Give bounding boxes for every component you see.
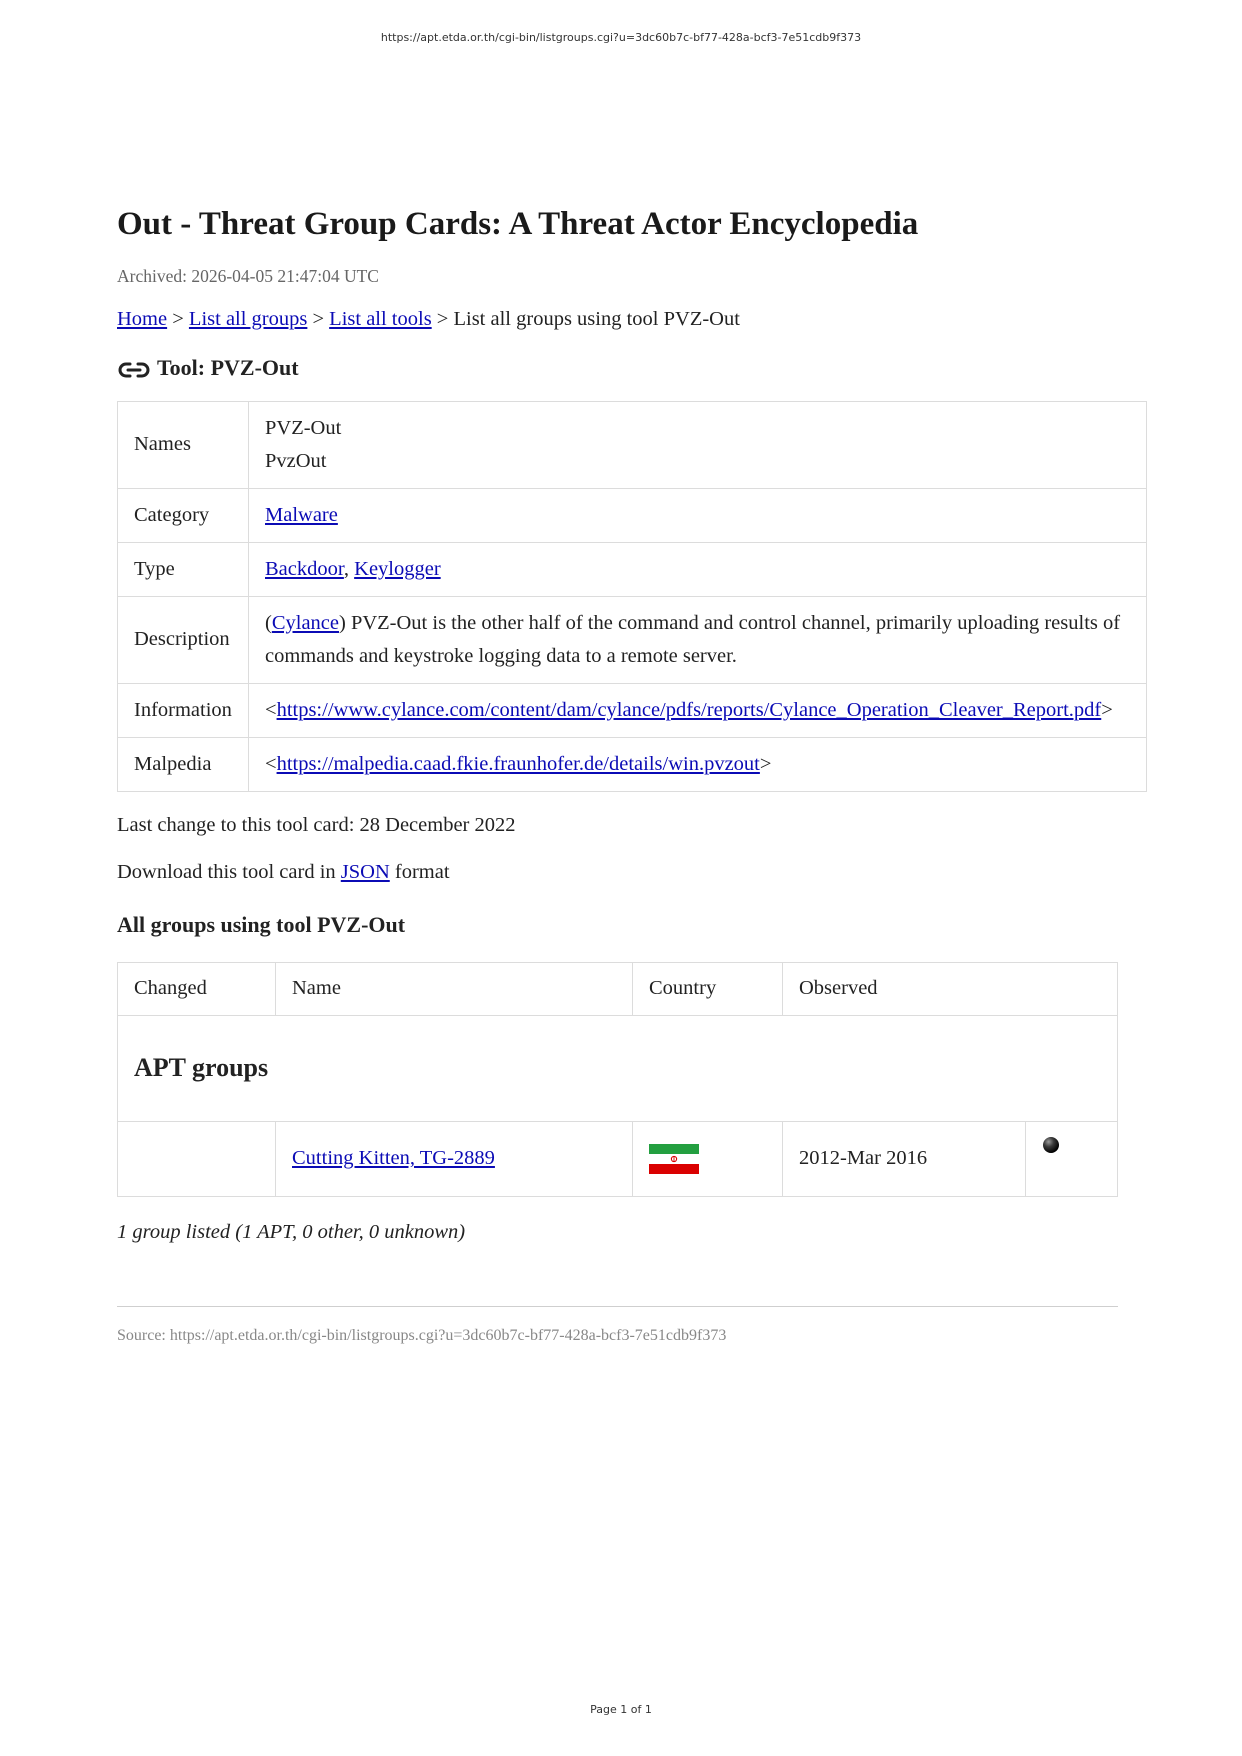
column-header-name: Name (276, 962, 633, 1015)
divider (117, 1306, 1118, 1307)
tool-card-table (117, 401, 1147, 792)
breadcrumb-list-groups-link[interactable]: List all groups (188, 307, 308, 330)
breadcrumb (117, 308, 1147, 331)
angle-open: < (265, 698, 277, 721)
cell-status (1026, 1121, 1118, 1196)
description-text: ) PVZ-Out is the other half of the command and control channel, primarily uploading results of commands and keystroke logging data to a remote server. (265, 611, 1121, 667)
card-row-information (118, 683, 1147, 737)
archived-timestamp: Archived: 2026-04-05 21:47:04 UTC (117, 265, 379, 286)
download-text (117, 861, 1147, 884)
card-row-description (118, 596, 1147, 683)
card-value-type (249, 542, 1147, 596)
cell-observed: 2012-Mar 2016 (783, 1121, 1026, 1196)
card-row-names (118, 401, 1147, 488)
breadcrumb-separator: > (167, 307, 189, 330)
tool-name: PvzOut (265, 449, 327, 472)
groups-table (117, 962, 1118, 1197)
card-label: Names (118, 401, 249, 488)
cell-country (633, 1121, 783, 1196)
column-header-observed: Observed (783, 962, 1118, 1015)
angle-close: > (759, 752, 772, 775)
type-link-backdoor[interactable]: Backdoor (265, 557, 344, 580)
column-header-changed: Changed (118, 962, 276, 1015)
group-link[interactable]: Cutting Kitten, TG-2889 (292, 1147, 495, 1170)
page-number: Page 1 of 1 (590, 1703, 652, 1716)
angle-open: < (265, 752, 277, 775)
card-row-category (118, 488, 1147, 542)
download-prefix: Download this tool card in (117, 860, 341, 883)
card-value-malpedia (249, 737, 1147, 791)
tool-heading-text: Tool: PVZ-Out (157, 354, 299, 380)
table-row (118, 1121, 1118, 1196)
cell-name (276, 1121, 633, 1196)
section-title-apt-groups: APT groups (118, 1015, 1118, 1121)
last-change-text: Last change to this tool card: 28 December 2022 (117, 813, 516, 836)
card-label: Description (118, 596, 249, 683)
download-suffix: format (389, 860, 450, 883)
category-link[interactable]: Malware (265, 503, 338, 526)
link-icon (117, 359, 151, 381)
section-row (118, 1015, 1118, 1121)
breadcrumb-current: > List all groups using tool PVZ-Out (431, 307, 740, 330)
card-value-category (249, 488, 1147, 542)
type-link-keylogger[interactable]: Keylogger (354, 557, 441, 580)
card-row-type (118, 542, 1147, 596)
card-value-information (249, 683, 1147, 737)
iran-flag-icon (649, 1144, 699, 1174)
groups-heading: All groups using tool PVZ-Out (117, 911, 406, 937)
card-value-names (249, 401, 1147, 488)
black-dot-icon (1042, 1136, 1060, 1154)
card-label: Information (118, 683, 249, 737)
cylance-source-link[interactable]: Cylance (271, 611, 339, 634)
tool-heading (117, 355, 1147, 381)
tool-name: PVZ-Out (265, 416, 342, 439)
card-value-description (249, 596, 1147, 683)
source-url: Source: https://apt.etda.or.th/cgi-bin/listgroups.cgi?u=3dc60b7c-bf77-428a-bcf3-7e51cdb9f373 (117, 1326, 727, 1344)
type-separator: , (343, 557, 355, 580)
json-download-link[interactable]: JSON (340, 860, 390, 883)
card-label: Type (118, 542, 249, 596)
card-label: Category (118, 488, 249, 542)
page-title: Out - Threat Group Cards: A Threat Actor Encyclopedia (117, 206, 919, 242)
malpedia-link[interactable]: https://malpedia.caad.fkie.fraunhofer.de/details/win.pvzout (276, 752, 760, 775)
main-content (117, 205, 1147, 1345)
description-open-paren: ( (265, 611, 272, 634)
breadcrumb-list-tools-link[interactable]: List all tools (329, 307, 432, 330)
column-header-country: Country (633, 962, 783, 1015)
cell-changed (118, 1121, 276, 1196)
card-row-malpedia (118, 737, 1147, 791)
card-label: Malpedia (118, 737, 249, 791)
angle-close: > (1101, 698, 1113, 721)
breadcrumb-separator: > (307, 307, 330, 330)
groups-header-row (118, 962, 1118, 1015)
breadcrumb-home-link[interactable]: Home (117, 307, 168, 330)
groups-summary: 1 group listed (1 APT, 0 other, 0 unknown) (117, 1220, 466, 1243)
print-header-url: https://apt.etda.or.th/cgi-bin/listgroups.cgi?u=3dc60b7c-bf77-428a-bcf3-7e51cdb9f373 (380, 31, 862, 44)
information-link[interactable]: https://www.cylance.com/content/dam/cylance/pdfs/reports/Cylance_Operation_Cleaver_Report.pdf (276, 698, 1102, 721)
